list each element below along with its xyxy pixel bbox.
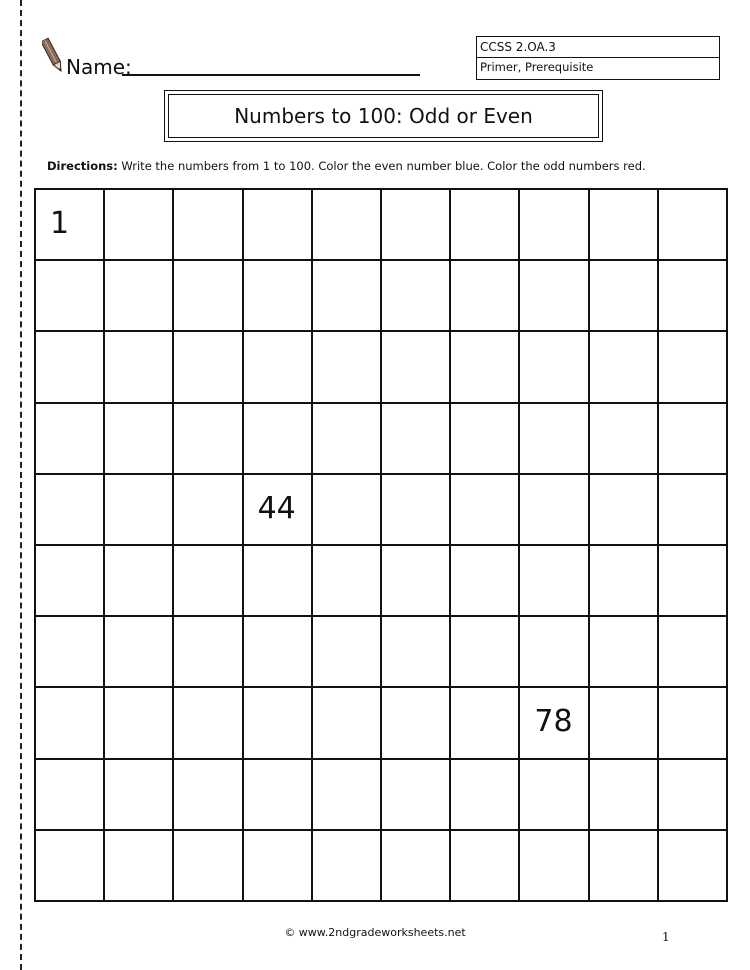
grid-cell[interactable] — [382, 190, 451, 261]
grid-cell[interactable] — [313, 475, 382, 546]
standard-level: Primer, Prerequisite — [480, 60, 594, 74]
grid-cell[interactable] — [313, 261, 382, 332]
grid-cell[interactable] — [105, 760, 174, 831]
grid-cell[interactable] — [174, 617, 243, 688]
cut-margin-dashed-line — [20, 0, 22, 970]
grid-cell[interactable] — [105, 332, 174, 403]
grid-cell[interactable] — [659, 688, 728, 759]
grid-cell[interactable] — [520, 475, 589, 546]
grid-cell[interactable] — [105, 617, 174, 688]
grid-cell[interactable] — [174, 831, 243, 902]
grid-cell[interactable] — [244, 617, 313, 688]
grid-cell[interactable] — [382, 688, 451, 759]
directions-label: Directions: — [47, 159, 118, 173]
grid-cell[interactable] — [105, 831, 174, 902]
grid-cell[interactable] — [174, 475, 243, 546]
grid-cell[interactable] — [590, 332, 659, 403]
grid-cell[interactable] — [313, 190, 382, 261]
grid-cell[interactable] — [382, 404, 451, 475]
grid-cell[interactable] — [36, 617, 105, 688]
grid-cell[interactable] — [313, 831, 382, 902]
grid-cell[interactable] — [451, 831, 520, 902]
grid-cell[interactable] — [174, 261, 243, 332]
grid-cell[interactable] — [520, 404, 589, 475]
grid-cell[interactable] — [244, 190, 313, 261]
grid-cell[interactable] — [105, 190, 174, 261]
grid-cell[interactable] — [382, 261, 451, 332]
grid-cell[interactable] — [174, 688, 243, 759]
grid-cell[interactable] — [36, 475, 105, 546]
standard-divider — [477, 57, 719, 58]
page-number: 1 — [662, 930, 670, 944]
grid-cell[interactable] — [451, 760, 520, 831]
grid-cell[interactable] — [520, 261, 589, 332]
standard-box — [476, 36, 720, 80]
page-title: Numbers to 100: Odd or Even — [168, 94, 599, 138]
grid-cell[interactable] — [313, 688, 382, 759]
grid-cell[interactable] — [590, 546, 659, 617]
name-label: Name: — [66, 55, 132, 79]
grid-cell[interactable] — [174, 404, 243, 475]
grid-cell[interactable] — [174, 760, 243, 831]
standard-code: CCSS 2.OA.3 — [480, 40, 556, 54]
grid-cell[interactable] — [105, 688, 174, 759]
grid-cell[interactable] — [590, 261, 659, 332]
grid-cell[interactable] — [451, 190, 520, 261]
grid-cell[interactable] — [451, 261, 520, 332]
number-grid — [34, 188, 728, 902]
grid-cell[interactable] — [36, 546, 105, 617]
grid-cell[interactable] — [105, 404, 174, 475]
copyright-footer: © www.2ndgradeworksheets.net — [284, 926, 466, 939]
grid-cell[interactable] — [451, 332, 520, 403]
grid-cell[interactable] — [313, 546, 382, 617]
grid-cell[interactable] — [244, 831, 313, 902]
grid-cell[interactable] — [520, 688, 589, 759]
grid-cell[interactable] — [36, 760, 105, 831]
grid-cell[interactable] — [659, 831, 728, 902]
grid-cell[interactable] — [313, 760, 382, 831]
grid-cell[interactable] — [590, 688, 659, 759]
grid-cell[interactable] — [659, 190, 728, 261]
grid-cell[interactable] — [451, 404, 520, 475]
grid-cell[interactable] — [313, 404, 382, 475]
grid-cell[interactable] — [36, 688, 105, 759]
grid-cell[interactable] — [382, 617, 451, 688]
grid-cell[interactable] — [590, 831, 659, 902]
grid-cell[interactable] — [105, 261, 174, 332]
grid-cell[interactable] — [590, 617, 659, 688]
grid-cell[interactable] — [244, 760, 313, 831]
grid-cell[interactable] — [36, 404, 105, 475]
grid-cell[interactable] — [659, 760, 728, 831]
grid-cell[interactable] — [590, 475, 659, 546]
grid-cell[interactable] — [659, 617, 728, 688]
grid-cell[interactable] — [244, 332, 313, 403]
name-write-line[interactable] — [122, 74, 420, 76]
cell-number: 1 — [50, 206, 70, 241]
grid-cell[interactable] — [520, 760, 589, 831]
grid-cell[interactable] — [174, 190, 243, 261]
grid-cell[interactable] — [105, 546, 174, 617]
grid-cell[interactable] — [382, 760, 451, 831]
grid-cell[interactable] — [520, 831, 589, 902]
grid-cell[interactable] — [520, 617, 589, 688]
grid-cell[interactable] — [659, 404, 728, 475]
grid-cell[interactable] — [244, 261, 313, 332]
cell-number: 44 — [257, 490, 296, 526]
grid-cell[interactable] — [244, 546, 313, 617]
grid-cell[interactable] — [105, 475, 174, 546]
directions — [47, 158, 646, 174]
cell-number: 78 — [534, 704, 573, 740]
grid-cell[interactable] — [244, 404, 313, 475]
grid-cell[interactable] — [174, 546, 243, 617]
grid-cell[interactable] — [520, 546, 589, 617]
grid-cell[interactable] — [451, 546, 520, 617]
grid-cell[interactable] — [659, 332, 728, 403]
grid-cell[interactable] — [520, 332, 589, 403]
grid-cell[interactable] — [451, 475, 520, 546]
grid-cell[interactable] — [382, 831, 451, 902]
grid-cell[interactable] — [36, 261, 105, 332]
grid-cell[interactable] — [451, 688, 520, 759]
grid-cell[interactable] — [659, 546, 728, 617]
grid-cell[interactable] — [244, 688, 313, 759]
grid-cell[interactable] — [313, 617, 382, 688]
pencil-icon — [42, 36, 64, 76]
grid-cell[interactable] — [590, 190, 659, 261]
grid-cell[interactable] — [590, 404, 659, 475]
grid-cell[interactable] — [36, 831, 105, 902]
grid-cell[interactable] — [659, 261, 728, 332]
grid-cell[interactable] — [36, 190, 105, 261]
grid-cell[interactable] — [382, 546, 451, 617]
grid-cell[interactable] — [382, 332, 451, 403]
grid-cell[interactable] — [520, 190, 589, 261]
grid-cell[interactable] — [382, 475, 451, 546]
grid-cell[interactable] — [659, 475, 728, 546]
grid-cell[interactable] — [174, 332, 243, 403]
grid-cell[interactable] — [36, 332, 105, 403]
grid-cell[interactable] — [451, 617, 520, 688]
grid-cell[interactable] — [590, 760, 659, 831]
title-box — [164, 90, 603, 142]
directions-text: Write the numbers from 1 to 100. Color the even number blue. Color the odd numbers red. — [121, 159, 646, 173]
grid-cell[interactable] — [244, 475, 313, 546]
grid-cell[interactable] — [313, 332, 382, 403]
